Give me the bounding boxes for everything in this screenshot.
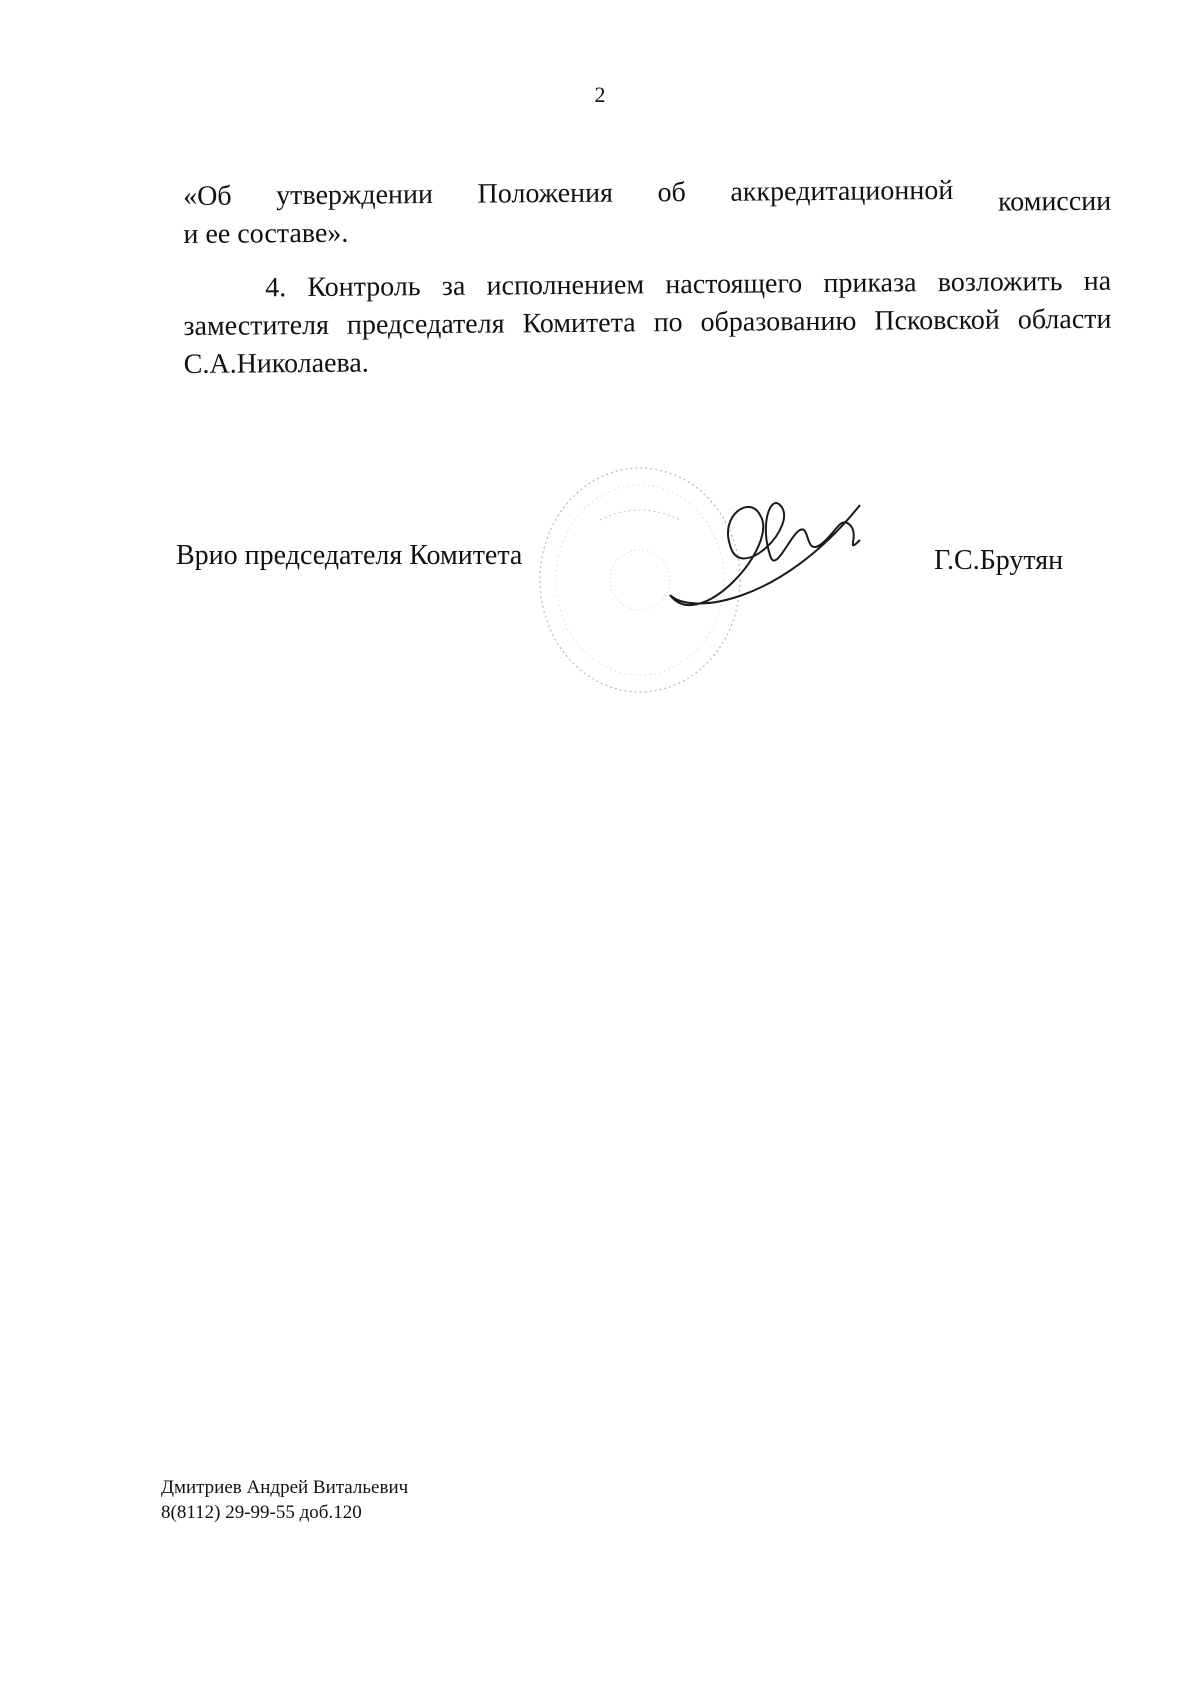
paragraph-line: и ее составе». bbox=[183, 217, 349, 250]
word: утверждении bbox=[276, 179, 434, 212]
signature-block bbox=[0, 530, 1200, 730]
executor-name: Дмитриев Андрей Витальевич bbox=[161, 1477, 409, 1498]
paragraph-item-4 bbox=[183, 263, 1112, 384]
word: Положения bbox=[477, 177, 614, 210]
signatory-position: Врио председателя Комитета bbox=[176, 540, 523, 571]
page-number: 2 bbox=[594, 82, 606, 107]
paragraph-continuation bbox=[183, 171, 1112, 254]
word: «Об bbox=[183, 180, 232, 212]
word: аккредитационной bbox=[730, 174, 954, 208]
paragraph-indent bbox=[183, 296, 265, 297]
word: об bbox=[657, 177, 686, 209]
executor-phone: 8(8112) 29-99-55 доб.120 bbox=[161, 1502, 362, 1523]
executor-contact bbox=[161, 1475, 408, 1525]
signatory-name: Г.С.Брутян bbox=[934, 545, 1064, 576]
item-text: Контроль за исполнением настоящего приказа возложить на заместителя председателя Комитета по образованию Псковской области С.А.Николаева. bbox=[183, 265, 1112, 380]
word: комиссии bbox=[997, 185, 1112, 218]
item-number: 4. bbox=[265, 272, 287, 304]
